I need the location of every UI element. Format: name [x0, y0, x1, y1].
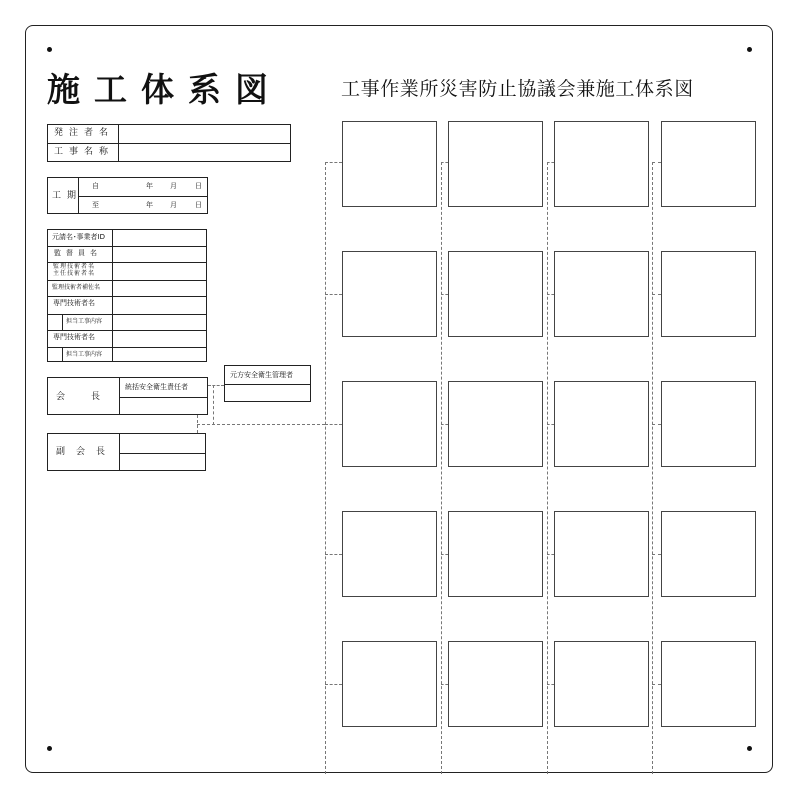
subcontractor-box[interactable]: [342, 121, 437, 207]
connector-stub: [652, 162, 661, 163]
connector-stub: [325, 554, 342, 555]
period-from-year: 年: [146, 182, 153, 190]
subcontractor-box[interactable]: [554, 381, 649, 467]
connector-stub: [441, 294, 448, 295]
connector-stub: [441, 684, 448, 685]
subcontractor-box[interactable]: [661, 641, 756, 727]
connector-stub: [325, 294, 342, 295]
specialist-engineer-label-1: 専門技術者名: [53, 299, 95, 307]
connector-stub: [652, 554, 661, 555]
connector-stub: [325, 684, 342, 685]
client-name-label: 発注者名: [54, 128, 115, 138]
subcontractor-box[interactable]: [448, 251, 543, 337]
vice-chairman-box: [47, 433, 206, 471]
trunk-line-2: [441, 162, 442, 774]
subcontractor-box[interactable]: [342, 511, 437, 597]
connector-stub: [652, 294, 661, 295]
period-from-label: 自: [92, 182, 99, 190]
assistant-engineer-label: 監理技術者補佐名: [52, 284, 101, 291]
chief-engineer-label-1: 監理技術者名: [53, 263, 96, 270]
connector-stub: [547, 554, 554, 555]
site-safety-manager-label: 元方安全衛生管理者: [230, 371, 293, 379]
chairman-label: 会長: [56, 392, 127, 402]
connector-stub: [325, 162, 342, 163]
subcontractor-box[interactable]: [661, 121, 756, 207]
connector-stub: [547, 424, 554, 425]
mount-hole-top-left: [47, 47, 52, 52]
client-name-field[interactable]: [119, 125, 290, 143]
connector-stub: [325, 424, 342, 425]
connector-to-grid: [197, 424, 325, 425]
period-table: [47, 177, 208, 214]
general-safety-manager-label: 統括安全衛生責任者: [125, 383, 188, 391]
chairman-box: [47, 377, 208, 415]
mount-hole-top-right: [747, 47, 752, 52]
connector-stub: [547, 294, 554, 295]
subcontractor-box[interactable]: [342, 381, 437, 467]
connector-manager-down: [213, 385, 214, 425]
trunk-line-1: [325, 162, 326, 774]
period-from-month: 月: [170, 182, 177, 190]
subcontractor-box[interactable]: [554, 251, 649, 337]
subcontractor-box[interactable]: [448, 511, 543, 597]
connector-stub: [441, 554, 448, 555]
staff-table: [47, 229, 207, 362]
assigned-work-label-1: 担当工事内容: [66, 318, 103, 325]
trunk-line-3: [547, 162, 548, 774]
subcontractor-box[interactable]: [342, 641, 437, 727]
subcontractor-box[interactable]: [554, 121, 649, 207]
project-table: [47, 124, 291, 162]
chief-engineer-label-2: 主任技術者名: [53, 270, 96, 277]
connector-stub: [441, 162, 448, 163]
period-label: 工期: [52, 191, 83, 201]
subcontractor-box[interactable]: [661, 381, 756, 467]
subcontractor-box[interactable]: [661, 511, 756, 597]
page-title: 施工体系図: [47, 70, 282, 109]
connector-stub: [547, 684, 554, 685]
period-to-label: 至: [92, 201, 99, 209]
vice-chairman-label: 副会長: [56, 447, 117, 457]
mount-hole-bottom-right: [747, 746, 752, 751]
connector-stub: [547, 162, 554, 163]
subcontractor-box[interactable]: [661, 251, 756, 337]
safety-manager-box: [224, 365, 311, 402]
supervisor-label: 監督員名: [54, 249, 102, 257]
subcontractor-box[interactable]: [448, 641, 543, 727]
period-to-month: 月: [170, 201, 177, 209]
project-name-field[interactable]: [119, 144, 290, 161]
period-to-day: 日: [195, 201, 202, 209]
subcontractor-box[interactable]: [554, 511, 649, 597]
trunk-line-4: [652, 162, 653, 774]
mount-hole-bottom-left: [47, 746, 52, 751]
prime-contractor-label: 元請名･事業者ID: [52, 233, 105, 241]
subcontractor-box[interactable]: [342, 251, 437, 337]
subcontractor-box[interactable]: [448, 381, 543, 467]
specialist-engineer-label-2: 専門技術者名: [53, 333, 95, 341]
subcontractor-box[interactable]: [554, 641, 649, 727]
assigned-work-label-2: 担当工事内容: [66, 351, 103, 358]
project-name-label: 工事名称: [54, 147, 115, 157]
connector-stub: [652, 424, 661, 425]
connector-stub: [652, 684, 661, 685]
subcontractor-box[interactable]: [448, 121, 543, 207]
period-from-day: 日: [195, 182, 202, 190]
page-subtitle: 工事作業所災害防止協議会兼施工体系図: [341, 78, 694, 100]
connector-stub: [441, 424, 448, 425]
connector-chairman-manager: [208, 385, 224, 386]
period-to-year: 年: [146, 201, 153, 209]
